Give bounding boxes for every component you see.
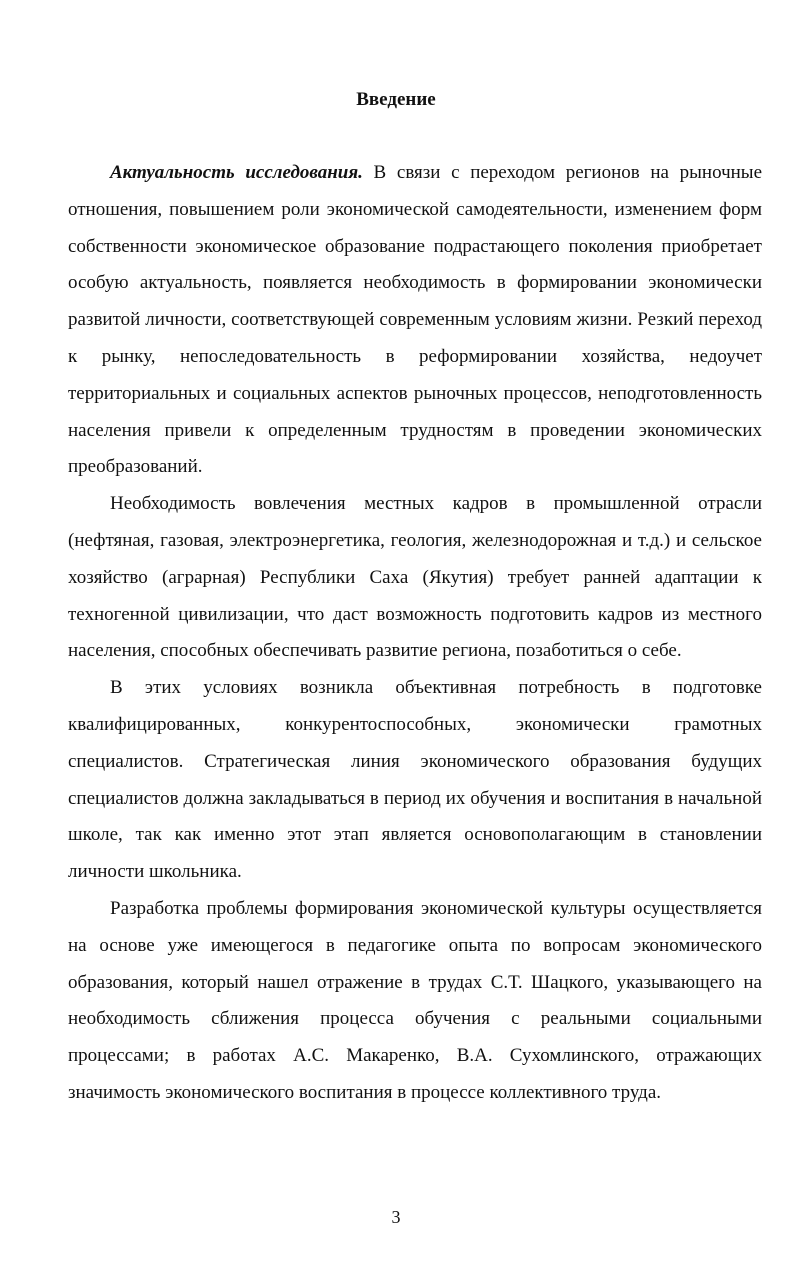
body-text bbox=[68, 155, 762, 1112]
paragraph-local-personnel: Необходимость вовлечения местных кадров в промышленной отрасли (нефтяная, газовая, электроэнергетика, геология, железнодорожная и т.д.) и сельское хозяйство (аграрная) Республики Саха (Якутия) требует ранней адаптации к техногенной цивилизации, что даст возможность подготовить кадров из местного населения, способных обеспечивать развитие региона, позаботиться о себе. bbox=[68, 493, 762, 662]
page-title: Введение bbox=[356, 89, 436, 110]
paragraph-specialists: В этих условиях возникла объективная потребность в подготовке квалифицированных, конкурентоспособных, экономически грамотных специалистов. Стратегическая линия экономического образования будущих специалистов должна закладываться в период их обучения и воспитания в начальной школе, так как именно этот этап является основополагающим в становлении личности школьника. bbox=[68, 677, 762, 883]
paragraph-relevance bbox=[68, 155, 762, 486]
paragraph-research-basis: Разработка проблемы формирования экономической культуры осуществляется на основе уже имеющегося в педагогике опыта по вопросам экономического образования, который нашел отражение в трудах С.Т. Шацкого, указывающего на необходимость сближения процесса обучения с реальными социальными процессами; в работах А.С. Макаренко, В.А. Сухомлинского, отражающих значимость экономического воспитания в процессе коллективного труда. bbox=[68, 897, 762, 1103]
paragraph-lead: Актуальность исследования. bbox=[110, 162, 363, 183]
page-number: 3 bbox=[391, 1207, 401, 1227]
paragraph-text: В связи с переходом регионов на рыночные отношения, повышением роли экономической самодеятельности, изменением форм собственности экономическое образование подрастающего поколения приобретает особую актуальность, появляется необходимость в формировании экономически развитой личности, соответствующей современным условиям жизни. Резкий переход к рынку, непоследовательность в реформировании хозяйства, недоучет территориальных и социальных аспектов рыночных процессов, неподготовленность населения привели к определенным трудностям в проведении экономических преобразований. bbox=[68, 162, 762, 478]
